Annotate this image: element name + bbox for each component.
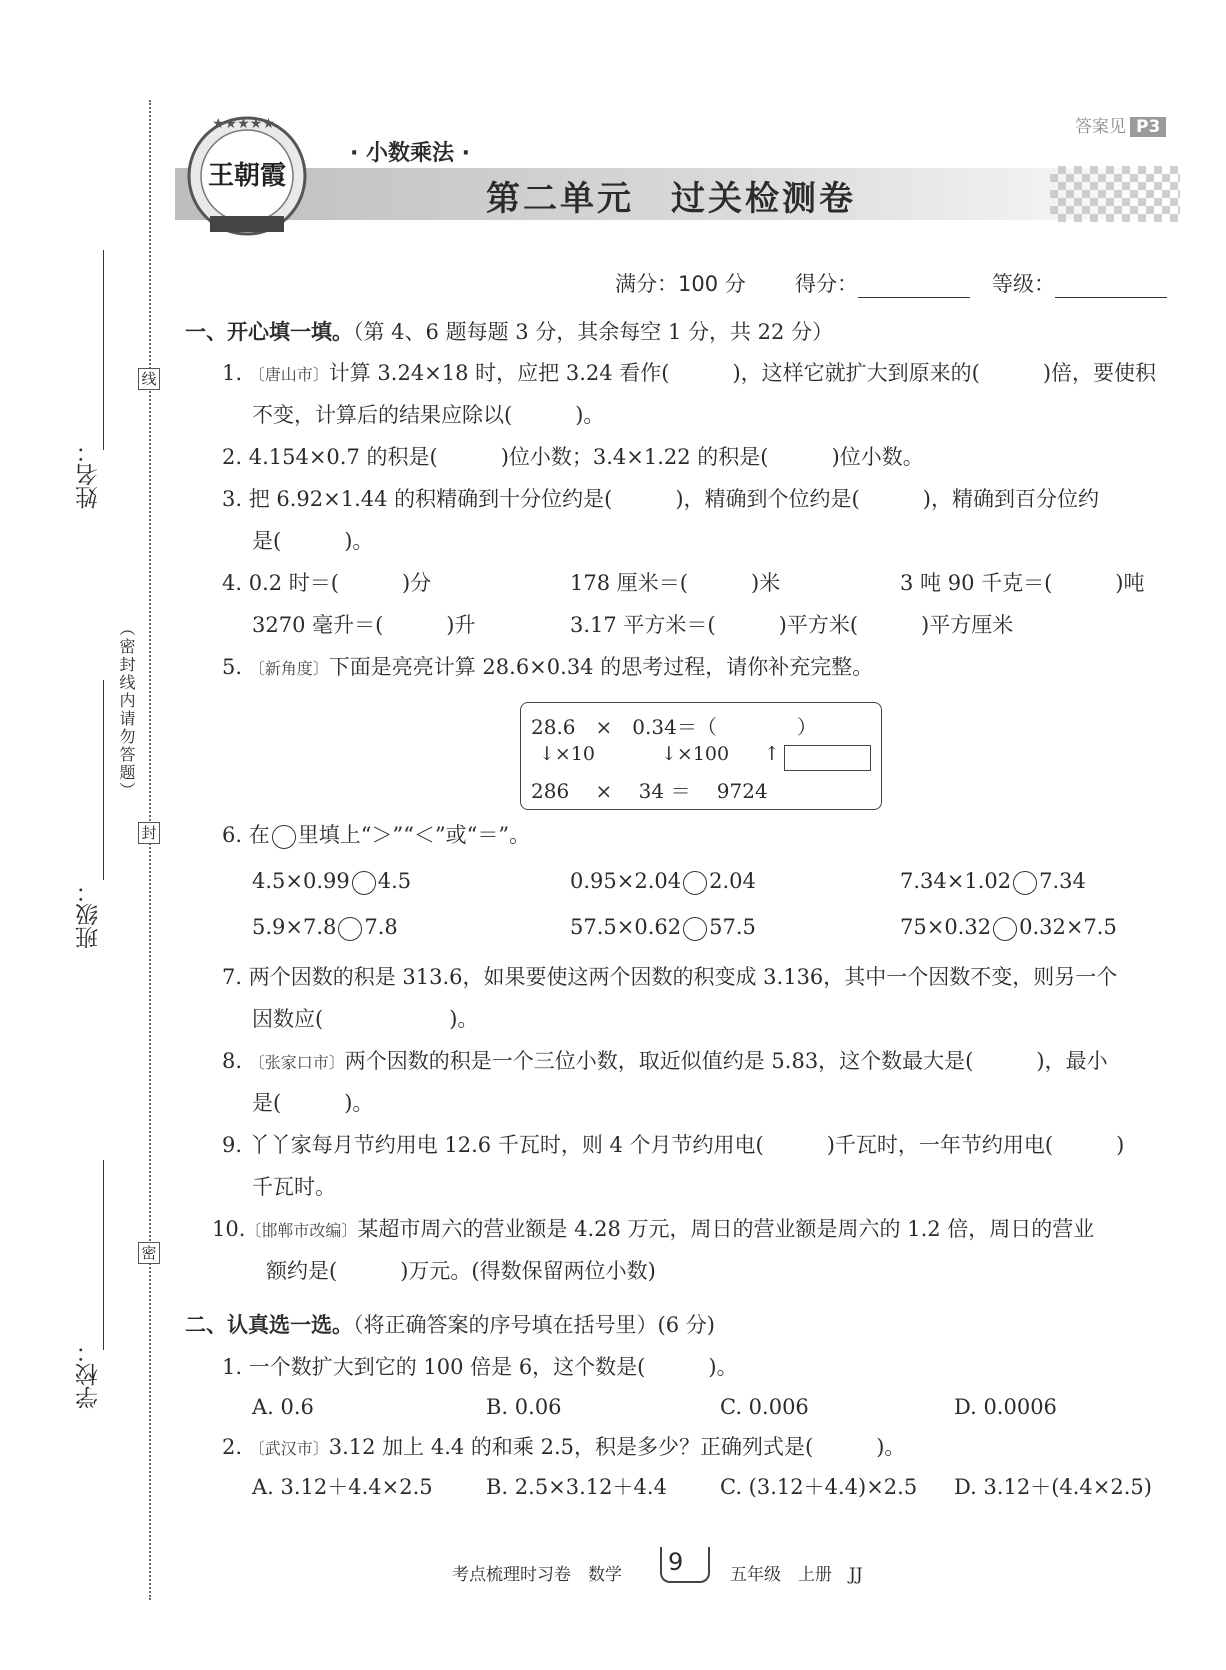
q5-box-arrow3: ↑ [764, 743, 780, 765]
grade-label-text: 等级： [992, 272, 1055, 296]
mc-q2-option-d[interactable]: D. 3.12＋(4.4×2.5) [954, 1475, 1152, 1499]
score-label-text: 得分： [795, 272, 858, 296]
q6-right: 4.5 [377, 869, 412, 893]
mc-q2-source-tag: 〔武汉市〕 [248, 1439, 329, 1458]
seal-mark-seal: 封 [138, 822, 160, 844]
q10-source-tag: 〔邯郸市改编〕 [245, 1221, 358, 1240]
brand-logo [182, 108, 312, 240]
q5-box-row3: 286 × 34 ＝ 9724 [531, 779, 768, 803]
q1-line1 [222, 358, 1156, 390]
q4-item-ml: 3270 毫升＝( )升 [252, 613, 476, 637]
q1-text: 计算 3.24×18 时，应把 3.24 看作( )，这样它就扩大到原来的( )倍，要使积 [328, 361, 1157, 385]
q9-line2: 千瓦时。 [252, 1175, 336, 1199]
mc-q1-option-a[interactable]: A. 0.6 [252, 1395, 314, 1419]
seal-dotted-line [149, 100, 151, 1600]
q6-left: 4.5×0.99 [252, 869, 350, 893]
q6-text-line [222, 820, 530, 850]
compare-circle[interactable] [683, 917, 707, 941]
q6-pre: 6. 在 [222, 823, 270, 847]
q5-box-arrow1: ↓×10 [539, 743, 596, 765]
mc-q2-option-a[interactable]: A. 3.12＋4.4×2.5 [252, 1475, 433, 1499]
section1-title: 一、开心填一填。 [185, 320, 353, 344]
page-number: 9 [668, 1548, 684, 1576]
mc-q2-option-c[interactable]: C. (3.12＋4.4)×2.5 [720, 1475, 918, 1499]
q7-line1: 7. 两个因数的积是 313.6，如果要使这两个因数的积变成 3.136，其中一个因数不变，则另一个 [222, 965, 1118, 989]
q4-item-area: 3.17 平方米＝( )平方米( )平方厘米 [570, 613, 1014, 637]
q9-line1: 9. 丫丫家每月节约用电 12.6 千瓦时，则 4 个月节约用电( )千瓦时，一年节约用电( ) [222, 1133, 1125, 1157]
q2-text: 2. 4.154×0.7 的积是( )位小数；3.4×1.22 的积是( )位小数。 [222, 445, 924, 469]
q6-item [900, 866, 1086, 896]
section1-note: （第 4、6 题每题 3 分，其余每空 1 分，共 22 分） [353, 320, 834, 344]
q4-item-cm: 178 厘米＝( )米 [570, 571, 781, 595]
q7-line2: 因数应( )。 [252, 1007, 479, 1031]
svg-text:★★★★★: ★★★★★ [212, 116, 275, 132]
q6-item [900, 912, 1117, 942]
q10-text: 某超市周六的营业额是 4.28 万元，周日的营业额是周六的 1.2 倍，周日的营业 [357, 1217, 1095, 1241]
q5-text-line [222, 652, 873, 684]
q6-post: 里填上“＞”“＜”或“＝”。 [297, 823, 531, 847]
q6-item [252, 866, 411, 896]
section2-heading [185, 1310, 715, 1340]
q10-line2: 额约是( )万元。(得数保留两位小数) [266, 1259, 656, 1283]
q8-source-tag: 〔张家口市〕 [248, 1053, 345, 1072]
grade-label [992, 268, 1167, 298]
q1-line2: 不变，计算后的结果应除以( )。 [252, 403, 605, 427]
section2-note: （将正确答案的序号填在括号里）(6 分) [353, 1313, 715, 1337]
q6-right: 2.04 [709, 869, 756, 893]
mc-q2-option-b[interactable]: B. 2.5×3.12＋4.4 [486, 1475, 667, 1499]
q8-text: 两个因数的积是一个三位小数，取近似值约是 5.83，这个数最大是( )，最小 [344, 1049, 1108, 1073]
mc-q1-option-c[interactable]: C. 0.006 [720, 1395, 809, 1419]
q10-number: 10. [212, 1217, 246, 1241]
compare-circle[interactable] [1013, 871, 1037, 895]
mc-q1-option-d[interactable]: D. 0.0006 [954, 1395, 1057, 1419]
score-label [795, 268, 970, 298]
mc-q2-number: 2. [222, 1435, 243, 1459]
compare-circle[interactable] [683, 871, 707, 895]
q3-line2: 是( )。 [252, 529, 374, 553]
section1-heading [185, 317, 833, 347]
q5-answer-box[interactable] [784, 745, 871, 771]
compare-circle[interactable] [993, 917, 1017, 941]
q8-line2: 是( )。 [252, 1091, 374, 1115]
q6-item [252, 912, 398, 942]
q6-right: 57.5 [709, 915, 756, 939]
seal-note: （密封线内请勿答题） [117, 620, 136, 800]
circle-icon [272, 825, 296, 849]
q4-item-hour: 4. 0.2 时＝( )分 [222, 571, 432, 595]
banner-checker-pattern [1050, 166, 1180, 222]
q10-line1 [212, 1214, 1094, 1246]
q6-left: 75×0.32 [900, 915, 992, 939]
mc-q1-text: 1. 一个数扩大到它的 100 倍是 6，这个数是( )。 [222, 1355, 738, 1379]
grade-field[interactable] [1055, 275, 1167, 298]
q6-item [570, 912, 756, 942]
q6-right: 7.34 [1039, 869, 1086, 893]
q6-item [570, 866, 756, 896]
footer-right: 五年级 上册 JJ [730, 1565, 863, 1585]
q6-left: 5.9×7.8 [252, 915, 337, 939]
school-field[interactable] [103, 1160, 104, 1350]
class-field[interactable] [103, 680, 104, 880]
answer-ref-label: 答案见 [1075, 117, 1126, 137]
mc-q2-line [222, 1432, 905, 1464]
q5-source-tag: 〔新角度〕 [248, 659, 329, 678]
footer-left: 考点梳理时习卷 数学 [452, 1565, 622, 1585]
q8-number: 8. [222, 1049, 243, 1073]
q6-right: 7.8 [364, 915, 398, 939]
q6-right: 0.32×7.5 [1019, 915, 1117, 939]
name-label: 姓名： [76, 440, 102, 509]
answer-ref-page: P3 [1130, 117, 1166, 137]
q1-number: 1. [222, 361, 243, 385]
q6-left: 7.34×1.02 [900, 869, 1012, 893]
logo-text: 王朝霞 [207, 161, 287, 191]
q5-box-arrow2: ↓×100 [661, 743, 730, 765]
answer-reference [1075, 112, 1166, 137]
class-label: 班级： [76, 880, 102, 949]
mc-q2-text: 3.12 加上 4.4 的和乘 2.5，积是多少？正确列式是( )。 [328, 1435, 906, 1459]
page-title: 第二单元 过关检测卷 [486, 179, 856, 219]
compare-circle[interactable] [352, 871, 376, 895]
name-field[interactable] [103, 250, 104, 450]
unit-subtitle: · 小数乘法 · [350, 141, 471, 166]
q6-left: 0.95×2.04 [570, 869, 682, 893]
q5-number: 5. [222, 655, 243, 679]
q3-line1: 3. 把 6.92×1.44 的积精确到十分位约是( )，精确到个位约是( )，精确到百分位约 [222, 487, 1099, 511]
seal-mark-secret: 密 [138, 1242, 160, 1264]
q5-text: 下面是亮亮计算 28.6×0.34 的思考过程，请你补充完整。 [328, 655, 874, 679]
q4-item-ton: 3 吨 90 千克＝( )吨 [900, 571, 1145, 595]
seal-mark-line: 线 [138, 368, 160, 390]
q8-line1 [222, 1046, 1108, 1078]
compare-circle[interactable] [338, 917, 362, 941]
section2-title: 二、认真选一选。 [185, 1313, 353, 1337]
q5-thinking-box [520, 702, 882, 810]
score-field[interactable] [858, 275, 970, 298]
full-score: 满分：100 分 [615, 272, 746, 296]
mc-q1-option-b[interactable]: B. 0.06 [486, 1395, 562, 1419]
q5-box-row1: 28.6 × 0.34＝（ ） [531, 715, 817, 739]
school-label: 学校： [76, 1340, 102, 1409]
q6-left: 57.5×0.62 [570, 915, 682, 939]
q1-source-tag: 〔唐山市〕 [248, 365, 329, 384]
